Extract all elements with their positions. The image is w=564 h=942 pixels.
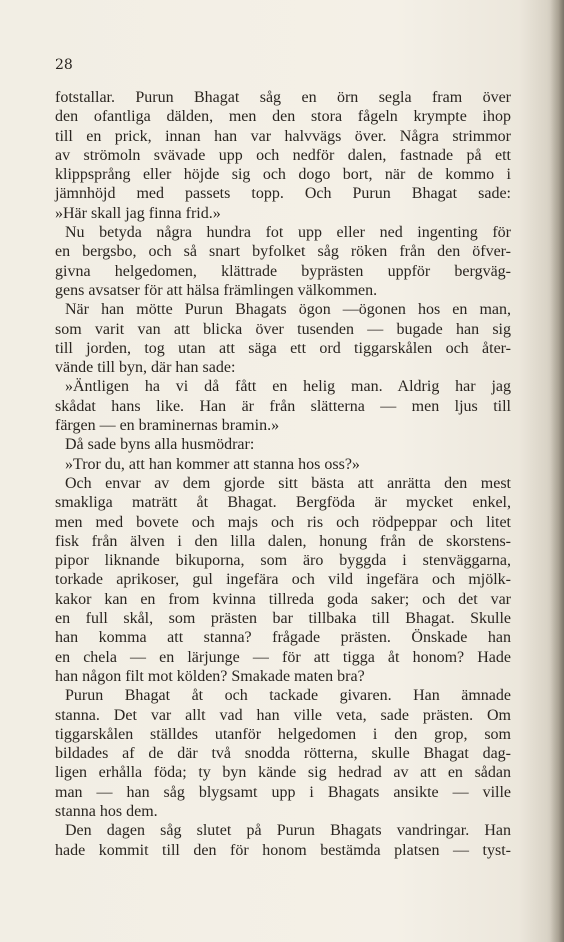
text-line: som varit van att blicka över tusenden — bugade han sig bbox=[55, 320, 511, 338]
text-line: tiggarskålen ställdes utanför helgedomen i den grop, som bbox=[55, 725, 511, 743]
text-line: kakor kan en from kvinna tillreda goda saker; och det var bbox=[55, 590, 511, 608]
text-line: smakliga maträtt åt Bhagat. Bergföda är mycket enkel, bbox=[55, 494, 511, 512]
text-line: färgen — en braminernas bramin.» bbox=[55, 417, 280, 435]
text-line: en full skål, som prästen bar tillbaka till Bhagat. Skulle bbox=[55, 610, 511, 628]
text-line: stanna hos dem. bbox=[55, 802, 158, 820]
text-line: av strömoln svävade upp och nedför dalen, fastnade på ett bbox=[55, 146, 511, 164]
text-line: Purun Bhagat åt och tackade givaren. Han ämnade bbox=[65, 687, 511, 705]
text-line: Nu betyda några hundra fot upp eller ned ingenting för bbox=[65, 224, 511, 242]
text-line: han någon filt mot kölden? Smakade maten bra? bbox=[55, 667, 365, 685]
text-line: pipor liknande bikuporna, som äro byggda i stenväggarna, bbox=[55, 552, 511, 570]
text-line: Och envar av dem gjorde sitt bästa att anrätta den mest bbox=[65, 474, 511, 492]
text-line: skådat hans like. Han är från slätterna — men ljus till bbox=[55, 397, 511, 415]
text-line: Då sade byns alla husmödrar: bbox=[65, 436, 255, 454]
text-line: den ofantliga dälden, men den stora fågeln krympte ihop bbox=[55, 108, 511, 126]
text-line: till jorden, tog utan att säga ett ord tiggarskålen och åter- bbox=[55, 339, 511, 357]
body-text bbox=[55, 88, 511, 860]
text-line: hade kommit till den för honom bestämda platsen — tyst- bbox=[55, 841, 511, 859]
text-line: jämnhöjd med passets topp. Och Purun Bhagat sade: bbox=[55, 185, 511, 203]
text-line: klippsprång eller höjde sig och dogo bort, när de kommo i bbox=[55, 166, 511, 184]
text-line: fisk från älven i den lilla dalen, honung från de skorstens- bbox=[55, 532, 511, 550]
text-line: När han mötte Purun Bhagats ögon —ögonen hos en man, bbox=[65, 301, 511, 319]
text-line: en chela — en lärjunge — för att tigga åt honom? Hade bbox=[55, 648, 511, 666]
text-line: vände till byn, där han sade: bbox=[55, 359, 236, 377]
text-line: men med bovete och majs och ris och rödpeppar och litet bbox=[55, 513, 511, 531]
text-line: bildades af de där två snodda rötterna, skulle Bhagat dag- bbox=[55, 745, 511, 763]
text-line: Den dagen såg slutet på Purun Bhagats vandringar. Han bbox=[65, 822, 511, 840]
text-line: »Tror du, att han kommer att stanna hos oss?» bbox=[65, 455, 360, 473]
text-line: stanna. Det var allt vad han ville veta, sade prästen. Om bbox=[55, 706, 511, 724]
text-line: torkade aprikoser, gul ingefära och vild ingefära och mjölk- bbox=[55, 571, 511, 589]
text-line: »Äntligen ha vi då fått en helig man. Aldrig har jag bbox=[65, 378, 511, 396]
page-edge-shadow bbox=[550, 0, 564, 942]
text-line: gens avsatser för att hälsa främlingen välkommen. bbox=[55, 281, 378, 299]
text-line: ligen erhålla föda; ty byn kände sig hedrad av att en sådan bbox=[55, 764, 511, 782]
text-line: han komma att stanna? frågade prästen. Önskade han bbox=[55, 629, 511, 647]
text-line: givna helgedomen, klättrade byprästen uppför bergväg- bbox=[55, 262, 511, 280]
text-line: en bergsbo, och så snart byfolket såg röken från den öfver- bbox=[55, 243, 511, 261]
text-line: man — han såg blygsamt upp i Bhagats ansikte — ville bbox=[55, 783, 511, 801]
text-line: till en prick, innan han var halvvägs över. Några strimmor bbox=[55, 127, 511, 145]
text-line: »Här skall jag finna frid.» bbox=[55, 204, 221, 222]
page-number: 28 bbox=[55, 57, 73, 73]
text-line: fotstallar. Purun Bhagat såg en örn segla fram över bbox=[55, 89, 511, 106]
